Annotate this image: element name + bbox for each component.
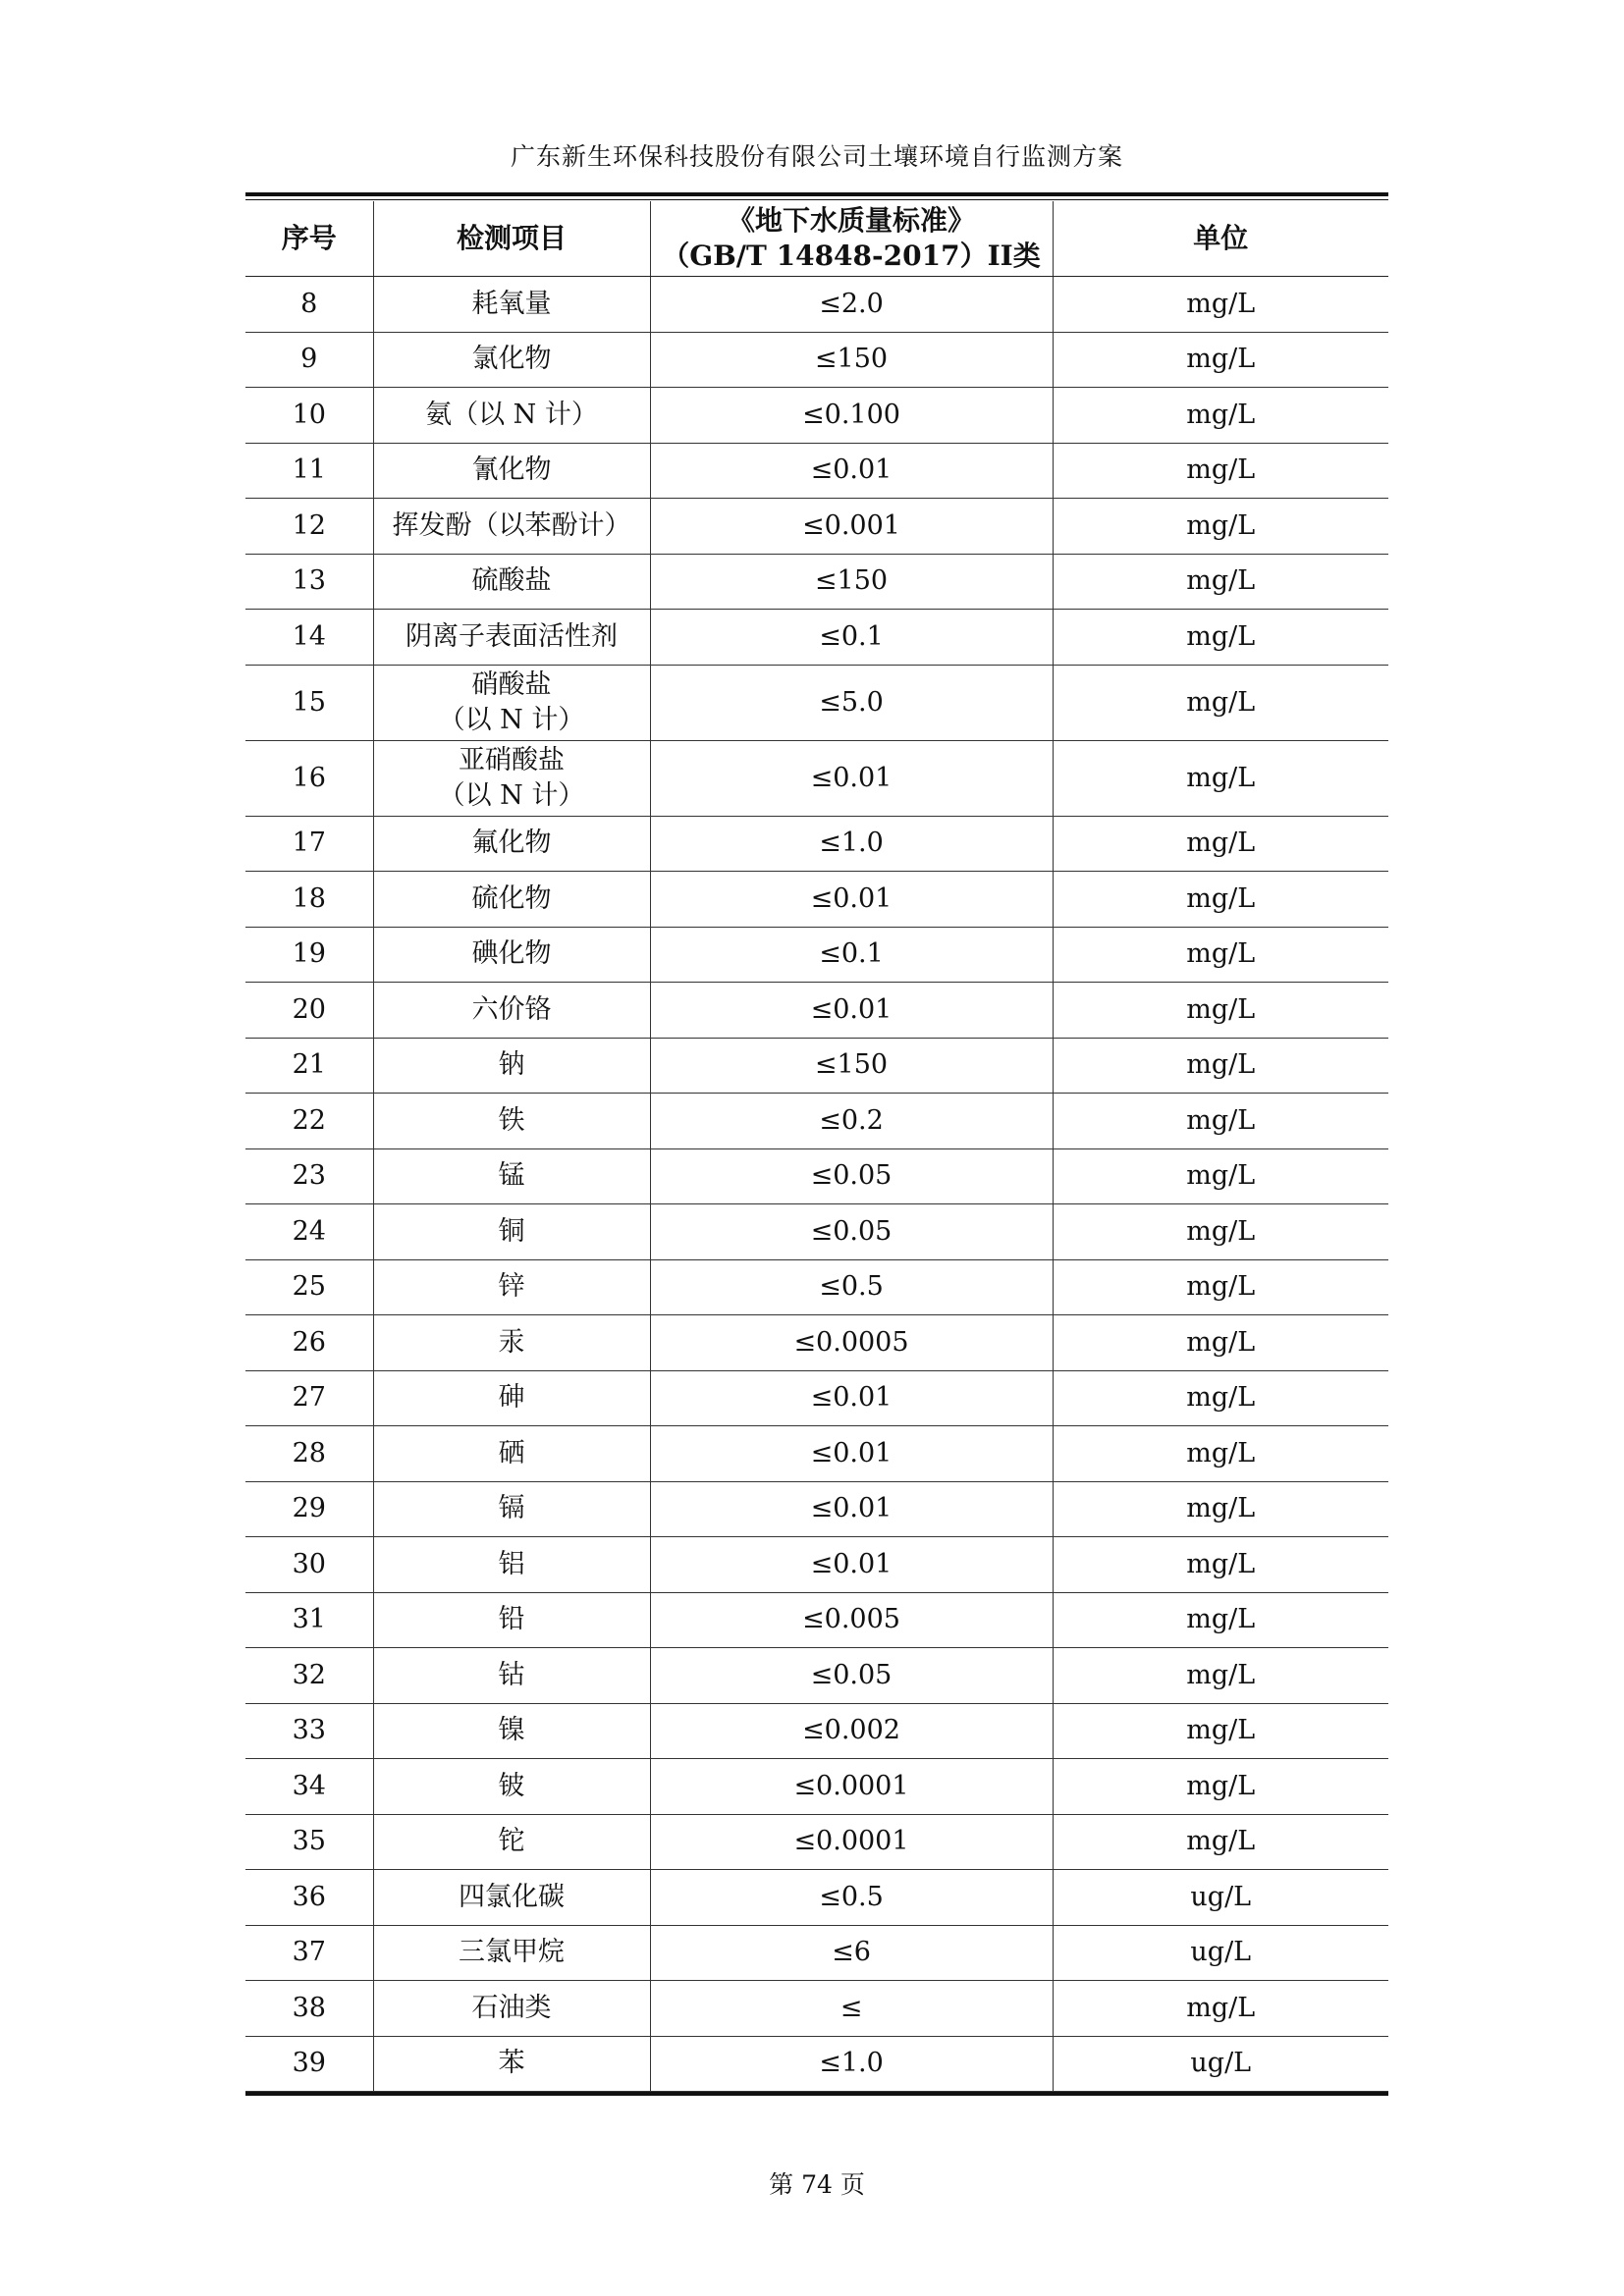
table-row xyxy=(245,1204,1388,1260)
row-unit: mg/L xyxy=(1053,1481,1388,1537)
row-unit: mg/L xyxy=(1053,1759,1388,1815)
row-unit: mg/L xyxy=(1053,610,1388,666)
row-unit: mg/L xyxy=(1053,1204,1388,1260)
row-item xyxy=(373,740,650,816)
table-row xyxy=(245,740,1388,816)
groundwater-standard-table xyxy=(245,201,1388,2092)
table-row xyxy=(245,1537,1388,1593)
row-unit: mg/L xyxy=(1053,1648,1388,1704)
row-item xyxy=(373,1370,650,1426)
item-name: 锌 xyxy=(498,1271,525,1303)
item-name: 碘化物 xyxy=(471,938,552,970)
header-row xyxy=(245,201,1388,277)
item-name: 氯化物 xyxy=(471,344,552,375)
table-row xyxy=(245,277,1388,333)
row-limit: ≤0.001 xyxy=(650,499,1053,555)
table-row xyxy=(245,1759,1388,1815)
row-index: 12 xyxy=(245,499,373,555)
row-index: 15 xyxy=(245,665,373,740)
row-limit: ≤5.0 xyxy=(650,665,1053,740)
item-name: 镍 xyxy=(498,1715,525,1746)
row-index: 21 xyxy=(245,1038,373,1094)
row-limit: ≤1.0 xyxy=(650,816,1053,872)
row-unit: mg/L xyxy=(1053,499,1388,555)
row-unit: mg/L xyxy=(1053,1370,1388,1426)
table-body xyxy=(245,277,1388,2092)
item-name: 阴离子表面活性剂 xyxy=(406,620,618,652)
item-name: 苯 xyxy=(498,2048,525,2079)
row-limit: ≤0.01 xyxy=(650,740,1053,816)
item-name: 铍 xyxy=(498,1770,525,1801)
column-header-item: 检测项目 xyxy=(373,201,650,277)
row-limit: ≤2.0 xyxy=(650,277,1053,333)
row-limit: ≤150 xyxy=(650,1038,1053,1094)
table-row xyxy=(245,983,1388,1039)
row-item xyxy=(373,1814,650,1870)
row-item xyxy=(373,1426,650,1482)
row-item xyxy=(373,927,650,983)
table-top-rule xyxy=(245,192,1388,200)
row-item xyxy=(373,1094,650,1149)
row-index: 20 xyxy=(245,983,373,1039)
row-item xyxy=(373,1315,650,1371)
item-name: 铝 xyxy=(498,1548,525,1579)
standard-code: （GB/T 14848-2017）II类 xyxy=(662,240,1041,272)
table-row xyxy=(245,554,1388,610)
table-row xyxy=(245,1981,1388,2037)
item-name: 汞 xyxy=(498,1326,525,1358)
row-unit: mg/L xyxy=(1053,872,1388,928)
row-index: 31 xyxy=(245,1592,373,1648)
item-name: 铜 xyxy=(498,1215,525,1247)
row-limit: ≤0.100 xyxy=(650,388,1053,444)
item-name: 四氯化碳 xyxy=(459,1881,565,1912)
row-index: 34 xyxy=(245,1759,373,1815)
row-limit: ≤0.01 xyxy=(650,1481,1053,1537)
row-index: 39 xyxy=(245,2036,373,2092)
table-row xyxy=(245,1259,1388,1315)
row-unit: mg/L xyxy=(1053,554,1388,610)
row-unit: mg/L xyxy=(1053,443,1388,499)
row-index: 35 xyxy=(245,1814,373,1870)
item-name: 六价铬 xyxy=(471,993,552,1025)
row-index: 30 xyxy=(245,1537,373,1593)
row-index: 9 xyxy=(245,332,373,388)
item-name: 氨（以 N 计） xyxy=(425,399,598,430)
table-row xyxy=(245,872,1388,928)
row-item xyxy=(373,1038,650,1094)
row-unit: mg/L xyxy=(1053,1148,1388,1204)
item-name: 三氯甲烷 xyxy=(459,1937,565,1968)
row-index: 23 xyxy=(245,1148,373,1204)
item-qualifier: （以 N 计） xyxy=(438,779,585,811)
item-name: 耗氧量 xyxy=(471,288,552,319)
item-qualifier: （以 N 计） xyxy=(438,704,585,735)
row-limit: ≤0.1 xyxy=(650,927,1053,983)
item-name: 硝酸盐 xyxy=(471,668,552,700)
item-name: 锰 xyxy=(498,1160,525,1192)
row-item xyxy=(373,1481,650,1537)
row-item xyxy=(373,1204,650,1260)
row-limit: ≤0.01 xyxy=(650,983,1053,1039)
table-row xyxy=(245,1814,1388,1870)
table-row xyxy=(245,1648,1388,1704)
row-item xyxy=(373,1537,650,1593)
column-header-unit: 单位 xyxy=(1053,201,1388,277)
row-unit: mg/L xyxy=(1053,332,1388,388)
column-header-index: 序号 xyxy=(245,201,373,277)
item-name: 镉 xyxy=(498,1493,525,1524)
row-unit: mg/L xyxy=(1053,1315,1388,1371)
table-row xyxy=(245,1592,1388,1648)
row-index: 16 xyxy=(245,740,373,816)
item-name: 硒 xyxy=(498,1437,525,1468)
table-row xyxy=(245,1925,1388,1981)
table-row xyxy=(245,499,1388,555)
row-item xyxy=(373,1925,650,1981)
row-limit: ≤6 xyxy=(650,1925,1053,1981)
row-item xyxy=(373,1148,650,1204)
row-limit: ≤0.1 xyxy=(650,610,1053,666)
row-index: 29 xyxy=(245,1481,373,1537)
row-item xyxy=(373,1703,650,1759)
table-header xyxy=(245,201,1388,277)
row-item xyxy=(373,554,650,610)
row-unit: mg/L xyxy=(1053,1038,1388,1094)
table-row xyxy=(245,332,1388,388)
row-index: 25 xyxy=(245,1259,373,1315)
row-limit: ≤0.01 xyxy=(650,1426,1053,1482)
row-unit: mg/L xyxy=(1053,740,1388,816)
row-unit: mg/L xyxy=(1053,1981,1388,2037)
row-unit: ug/L xyxy=(1053,2036,1388,2092)
row-index: 18 xyxy=(245,872,373,928)
item-name: 铅 xyxy=(498,1604,525,1635)
row-unit: ug/L xyxy=(1053,1870,1388,1926)
row-item xyxy=(373,2036,650,2092)
row-index: 14 xyxy=(245,610,373,666)
standard-title: 《地下水质量标准》 xyxy=(727,204,975,237)
row-index: 26 xyxy=(245,1315,373,1371)
row-index: 24 xyxy=(245,1204,373,1260)
column-header-standard xyxy=(650,201,1053,277)
row-item xyxy=(373,443,650,499)
row-limit: ≤0.01 xyxy=(650,1537,1053,1593)
row-limit: ≤0.01 xyxy=(650,1370,1053,1426)
table-row xyxy=(245,610,1388,666)
row-item xyxy=(373,1648,650,1704)
item-name: 氟化物 xyxy=(471,828,552,859)
item-name: 硫化物 xyxy=(471,882,552,914)
table-row xyxy=(245,1315,1388,1371)
row-item xyxy=(373,388,650,444)
item-name: 铊 xyxy=(498,1826,525,1857)
row-limit: ≤0.05 xyxy=(650,1648,1053,1704)
row-limit: ≤1.0 xyxy=(650,2036,1053,2092)
item-name: 挥发酚（以苯酚计） xyxy=(392,509,631,541)
table-row xyxy=(245,1870,1388,1926)
table-row xyxy=(245,1426,1388,1482)
row-index: 8 xyxy=(245,277,373,333)
row-index: 10 xyxy=(245,388,373,444)
table-bottom-rule xyxy=(245,2092,1388,2096)
row-unit: mg/L xyxy=(1053,1537,1388,1593)
table-row xyxy=(245,2036,1388,2092)
row-item xyxy=(373,665,650,740)
table-row xyxy=(245,388,1388,444)
row-item xyxy=(373,610,650,666)
row-limit: ≤0.005 xyxy=(650,1592,1053,1648)
table-row xyxy=(245,927,1388,983)
row-limit: ≤0.002 xyxy=(650,1703,1053,1759)
row-limit: ≤0.0001 xyxy=(650,1814,1053,1870)
row-limit: ≤0.2 xyxy=(650,1094,1053,1149)
row-index: 28 xyxy=(245,1426,373,1482)
row-index: 32 xyxy=(245,1648,373,1704)
row-unit: mg/L xyxy=(1053,665,1388,740)
row-index: 19 xyxy=(245,927,373,983)
row-item xyxy=(373,332,650,388)
table-row xyxy=(245,1148,1388,1204)
row-limit: ≤0.5 xyxy=(650,1259,1053,1315)
row-limit: ≤0.0001 xyxy=(650,1759,1053,1815)
row-index: 37 xyxy=(245,1925,373,1981)
row-index: 27 xyxy=(245,1370,373,1426)
row-unit: mg/L xyxy=(1053,1094,1388,1149)
row-unit: mg/L xyxy=(1053,816,1388,872)
table-row xyxy=(245,1370,1388,1426)
table-row xyxy=(245,1481,1388,1537)
row-unit: mg/L xyxy=(1053,277,1388,333)
row-item xyxy=(373,872,650,928)
row-limit: ≤150 xyxy=(650,332,1053,388)
row-unit: mg/L xyxy=(1053,388,1388,444)
row-unit: mg/L xyxy=(1053,1259,1388,1315)
row-index: 22 xyxy=(245,1094,373,1149)
row-item xyxy=(373,1759,650,1815)
row-index: 17 xyxy=(245,816,373,872)
row-limit: ≤0.01 xyxy=(650,872,1053,928)
table-row xyxy=(245,665,1388,740)
row-index: 38 xyxy=(245,1981,373,2037)
row-limit: ≤0.0005 xyxy=(650,1315,1053,1371)
row-index: 33 xyxy=(245,1703,373,1759)
item-name: 氰化物 xyxy=(471,454,552,486)
row-unit: mg/L xyxy=(1053,927,1388,983)
table-row xyxy=(245,816,1388,872)
row-limit: ≤150 xyxy=(650,554,1053,610)
item-name: 钠 xyxy=(498,1049,525,1081)
row-limit: ≤ xyxy=(650,1981,1053,2037)
item-name: 亚硝酸盐 xyxy=(459,744,565,775)
row-item xyxy=(373,1259,650,1315)
row-item xyxy=(373,1870,650,1926)
row-item xyxy=(373,277,650,333)
row-item xyxy=(373,983,650,1039)
row-index: 36 xyxy=(245,1870,373,1926)
row-index: 13 xyxy=(245,554,373,610)
item-name: 硫酸盐 xyxy=(471,565,552,597)
table-row xyxy=(245,1094,1388,1149)
row-item xyxy=(373,816,650,872)
row-item xyxy=(373,499,650,555)
row-unit: mg/L xyxy=(1053,1814,1388,1870)
row-unit: ug/L xyxy=(1053,1925,1388,1981)
row-unit: mg/L xyxy=(1053,983,1388,1039)
page-header: 广东新生环保科技股份有限公司土壤环境自行监测方案 xyxy=(510,142,1123,171)
page-number: 第 74 页 xyxy=(769,2170,865,2199)
row-unit: mg/L xyxy=(1053,1703,1388,1759)
row-unit: mg/L xyxy=(1053,1426,1388,1482)
table-row xyxy=(245,1703,1388,1759)
row-limit: ≤0.05 xyxy=(650,1148,1053,1204)
row-unit: mg/L xyxy=(1053,1592,1388,1648)
row-item xyxy=(373,1981,650,2037)
item-name: 砷 xyxy=(498,1382,525,1414)
table-row xyxy=(245,443,1388,499)
table-row xyxy=(245,1038,1388,1094)
row-limit: ≤0.05 xyxy=(650,1204,1053,1260)
row-item xyxy=(373,1592,650,1648)
item-name: 钴 xyxy=(498,1659,525,1690)
item-name: 铁 xyxy=(498,1104,525,1136)
row-limit: ≤0.01 xyxy=(650,443,1053,499)
row-index: 11 xyxy=(245,443,373,499)
item-name: 石油类 xyxy=(471,1992,552,2023)
row-limit: ≤0.5 xyxy=(650,1870,1053,1926)
